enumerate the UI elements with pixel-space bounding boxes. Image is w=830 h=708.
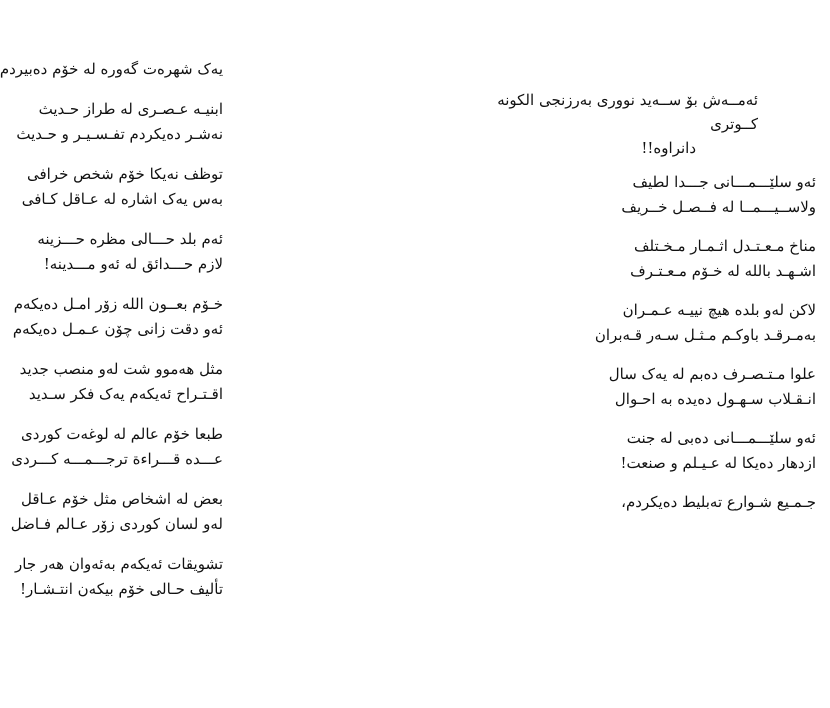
verse-line: یەک شهرەت گەورە لە خۆم دەبیردم: [0, 60, 223, 78]
verse-line: ئەو دقت زانی چۆن عـمـل دەیکەم: [12, 320, 223, 338]
left-stanza-4: [18, 227, 223, 277]
verse-line: عـــدە قـــراءة ترجـــمـــە کـــردی: [11, 450, 223, 468]
verse-line: ابنیـه عـصـری لە طراز حـدیث: [38, 100, 223, 118]
verse-line: لەو لسان کوردی زۆر عـالم فـاضل: [10, 515, 223, 533]
verse-line: اقـتـراح ئەیکەم یەک فکر سـدید: [28, 385, 223, 403]
left-stanza-1: [0, 57, 223, 82]
verse-line: نەشـر دەیکردم تفـسـیـر و حـدیث: [16, 125, 223, 143]
right-stanza-1: [470, 170, 816, 220]
verse-line: انـقـلاب سـهـول دەیدە بە احـوال: [614, 390, 816, 408]
verse-line: ئەم بلد حـــالی مظرە حـــزینە: [37, 230, 223, 248]
verse-line: توظف نەیکا خۆم شخص خرافی: [26, 165, 223, 183]
verse-line: اشـهـد باللە لە خـۆم مـعـتـرف: [630, 262, 816, 280]
left-stanza-3: [18, 162, 223, 212]
poem-heading: [470, 88, 816, 160]
left-stanza-5: [12, 292, 223, 342]
left-stanza-7: [11, 422, 223, 472]
verse-line: خـۆم بعــون اللە زۆر امـل دەیکەم: [13, 295, 223, 313]
verse-line: جـمـیع شـوارع تەبلیط دەیکردم،: [621, 493, 816, 511]
verse-line: ئەو سلێـــمـــانی دەبی لە جنت: [626, 429, 816, 447]
verse-line: ازدهار دەیکا لە عـیـلم و صنعت!: [620, 454, 816, 472]
right-stanza-5: [470, 426, 816, 476]
right-stanza-6: [470, 490, 816, 515]
verse-line: لازم حـــدائق لە ئەو مـــدینە!: [43, 255, 223, 273]
right-stanza-4: [470, 362, 816, 412]
left-stanza-9: [15, 552, 223, 602]
verse-line: تشویقات ئەیکەم بەئەوان هەر جار: [15, 555, 223, 573]
verse-line: طبعا خۆم عالم لە لوغەت کوردی: [21, 425, 223, 443]
verse-line: علوا مـتـصـرف دەبم لە یەک سال: [608, 365, 816, 383]
verse-line: ئەو سلێـــمـــانی جـــدا لطیف: [632, 173, 816, 191]
left-poem-column: [0, 57, 223, 617]
verse-line: بەس یەک اشارە لە عـاقل کـافی: [21, 190, 223, 208]
verse-line: بەمـرقـد باوکـم مـثـل سـەر قـەبران: [594, 326, 816, 344]
verse-line: بعض لە اشخاص مثل خۆم عـاقل: [20, 490, 223, 508]
left-stanza-2: [18, 97, 223, 147]
right-poem-column: [470, 88, 816, 529]
right-stanza-3: [470, 298, 816, 348]
verse-line: تألیف حـالی خۆم بیکەن انتـشـار!: [20, 580, 223, 598]
verse-line: مثل هەموو شت لەو منصب جدید: [19, 360, 223, 378]
verse-line: لاکن لەو بلدە هیچ نییـە عـمـران: [622, 301, 816, 319]
verse-line: مناخ مـعـتـدل اثـمـار مـخـتلف: [633, 237, 816, 255]
left-stanza-8: [10, 487, 223, 537]
left-stanza-6: [18, 357, 223, 407]
right-stanza-2: [470, 234, 816, 284]
heading-line-1: ئەمــەش بۆ ســەید نووری بەرزنجی الکونە کــوتری: [497, 91, 758, 133]
heading-line-2: دانراوە!!: [641, 139, 696, 157]
verse-line: ولاســیـــمــا لە فــصـل خــریف: [621, 198, 816, 216]
